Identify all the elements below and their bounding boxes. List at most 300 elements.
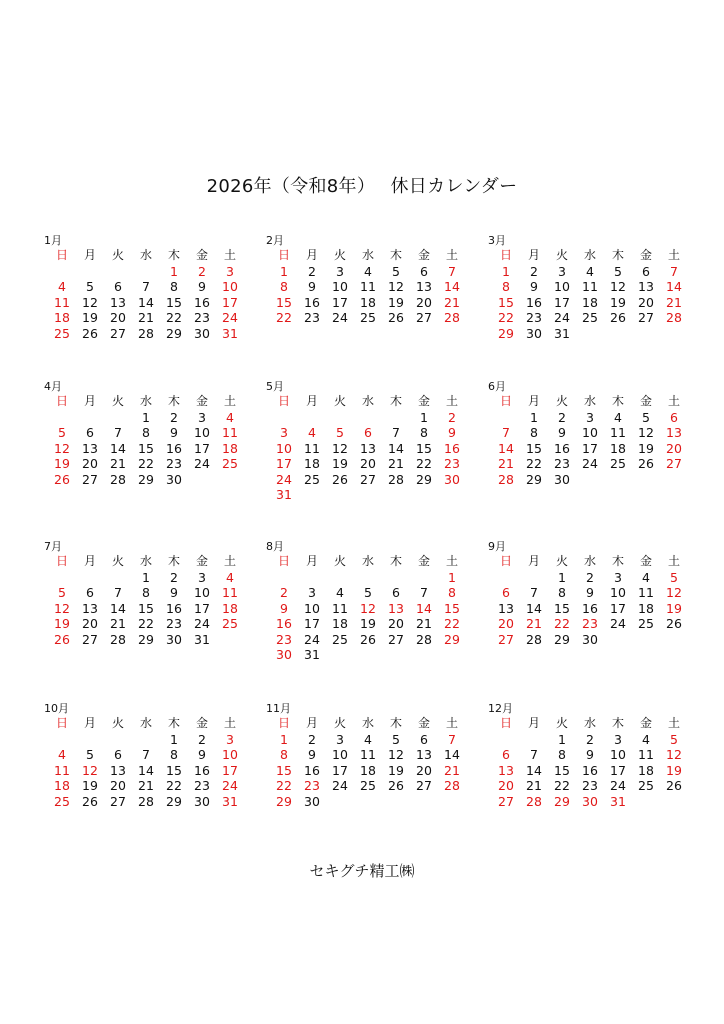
day-cell: 15	[416, 440, 432, 456]
day-cell: 16	[166, 440, 182, 456]
weekday-header: 月	[527, 394, 540, 408]
weekday-header: 土	[445, 716, 458, 730]
empty-cell	[270, 410, 298, 426]
empty-cell	[76, 732, 104, 748]
day-cell: 8	[530, 425, 538, 440]
weekday-header: 月	[83, 716, 96, 730]
weekday-header: 火	[555, 716, 568, 730]
day-cell: 15	[166, 762, 182, 778]
weekday-header: 金	[639, 716, 652, 730]
day-cell: 21	[416, 616, 432, 631]
weekday-header: 月	[527, 554, 540, 568]
empty-cell	[132, 264, 160, 280]
weekday-header: 土	[445, 394, 458, 408]
day-cell: 7	[142, 279, 150, 294]
day-cell: 31	[276, 487, 292, 502]
day-cell: 25	[360, 778, 376, 793]
day-cell: 6	[502, 585, 510, 600]
day-cell: 5	[642, 409, 650, 425]
day-cell: 7	[448, 731, 456, 747]
weekday-header: 水	[361, 248, 374, 262]
day-cell: 9	[280, 600, 288, 616]
day-cell: 21	[138, 778, 154, 793]
day-cell: 23	[554, 456, 570, 471]
day-cell: 18	[638, 762, 654, 778]
day-cell: 13	[416, 279, 432, 294]
month-label: 4月	[44, 380, 62, 393]
weekday-header: 日	[499, 554, 512, 568]
day-cell: 10	[582, 425, 598, 440]
weekday-header: 金	[417, 248, 430, 262]
empty-cell	[382, 410, 410, 426]
day-cell: 22	[526, 456, 542, 471]
day-cell: 12	[388, 279, 404, 294]
day-cell: 2	[198, 263, 206, 279]
page-title: 2026年（令和8年） 休日カレンダー	[206, 176, 518, 197]
day-cell: 29	[526, 471, 542, 487]
day-cell: 28	[444, 778, 460, 793]
day-cell: 14	[416, 600, 432, 616]
weekday-header: 土	[223, 554, 236, 568]
day-cell: 2	[448, 409, 456, 425]
day-cell: 19	[54, 456, 70, 471]
day-cell: 1	[420, 409, 428, 425]
day-cell: 29	[554, 631, 570, 647]
day-cell: 29	[416, 471, 432, 487]
day-cell: 20	[416, 762, 432, 778]
weekday-header: 木	[389, 554, 402, 568]
day-cell: 2	[170, 569, 178, 585]
day-cell: 28	[444, 310, 460, 325]
day-cell: 14	[526, 762, 542, 778]
weekday-header: 火	[333, 248, 346, 262]
empty-cell	[48, 732, 76, 748]
day-cell: 25	[54, 793, 70, 809]
month-grid	[270, 248, 466, 326]
day-cell: 12	[360, 600, 376, 616]
weekday-header: 水	[583, 248, 596, 262]
day-cell: 23	[582, 616, 598, 631]
day-cell: 12	[388, 747, 404, 762]
day-cell: 21	[498, 456, 514, 471]
day-cell: 20	[110, 778, 126, 793]
day-cell: 24	[222, 310, 238, 325]
weekday-header: 水	[583, 716, 596, 730]
day-cell: 3	[226, 731, 234, 747]
day-cell: 22	[444, 616, 460, 631]
weekday-header: 月	[305, 554, 318, 568]
day-cell: 16	[276, 616, 292, 631]
day-cell: 10	[194, 425, 210, 440]
day-cell: 16	[526, 294, 542, 310]
weekday-header: 火	[111, 248, 124, 262]
empty-cell	[520, 732, 548, 748]
weekday-header: 日	[277, 394, 290, 408]
day-cell: 31	[610, 793, 626, 809]
day-cell: 9	[198, 747, 206, 762]
weekday-header: 火	[333, 716, 346, 730]
day-cell: 1	[170, 263, 178, 279]
day-cell: 28	[498, 471, 514, 487]
day-cell: 30	[526, 325, 542, 341]
weekday-header: 水	[361, 716, 374, 730]
day-cell: 26	[388, 778, 404, 793]
weekday-header: 月	[305, 716, 318, 730]
day-cell: 26	[638, 456, 654, 471]
day-cell: 9	[308, 747, 316, 762]
day-cell: 4	[226, 409, 234, 425]
empty-cell	[48, 410, 76, 426]
day-cell: 23	[166, 616, 182, 631]
day-cell: 29	[166, 325, 182, 341]
day-cell: 22	[276, 310, 292, 325]
day-cell: 6	[642, 263, 650, 279]
day-cell: 15	[526, 440, 542, 456]
weekday-header: 土	[445, 248, 458, 262]
day-cell: 4	[58, 747, 66, 762]
day-cell: 12	[82, 294, 98, 310]
day-cell: 25	[638, 616, 654, 631]
weekday-header: 火	[555, 394, 568, 408]
day-cell: 9	[170, 585, 178, 600]
day-cell: 21	[444, 294, 460, 310]
day-cell: 1	[448, 569, 456, 585]
day-cell: 28	[526, 793, 542, 809]
day-cell: 13	[498, 762, 514, 778]
weekday-header: 水	[361, 554, 374, 568]
day-cell: 4	[614, 409, 622, 425]
day-cell: 24	[276, 471, 292, 487]
day-cell: 17	[332, 294, 348, 310]
empty-cell	[270, 570, 298, 586]
day-cell: 26	[82, 793, 98, 809]
day-cell: 20	[82, 456, 98, 471]
weekday-header: 土	[223, 248, 236, 262]
day-cell: 11	[360, 747, 376, 762]
day-cell: 10	[222, 747, 238, 762]
day-cell: 30	[582, 631, 598, 647]
day-cell: 21	[110, 616, 126, 631]
day-cell: 24	[332, 310, 348, 325]
day-cell: 27	[638, 310, 654, 325]
day-cell: 31	[194, 631, 210, 647]
empty-cell	[492, 570, 520, 586]
weekday-header: 木	[167, 394, 180, 408]
day-cell: 2	[586, 731, 594, 747]
month-grid	[492, 554, 688, 647]
day-cell: 17	[610, 600, 626, 616]
weekday-header: 木	[389, 394, 402, 408]
day-cell: 12	[638, 425, 654, 440]
weekday-header: 日	[499, 248, 512, 262]
day-cell: 28	[110, 471, 126, 487]
day-cell: 28	[110, 631, 126, 647]
day-cell: 4	[364, 263, 372, 279]
day-cell: 8	[558, 747, 566, 762]
month-block	[488, 702, 688, 809]
month-grid	[270, 716, 466, 809]
day-cell: 26	[388, 310, 404, 325]
empty-cell	[76, 410, 104, 426]
day-cell: 24	[304, 631, 320, 647]
empty-cell	[492, 410, 520, 426]
day-cell: 1	[170, 731, 178, 747]
weekday-header: 日	[277, 554, 290, 568]
empty-cell	[492, 732, 520, 748]
empty-cell	[298, 570, 326, 586]
day-cell: 14	[138, 762, 154, 778]
day-cell: 4	[642, 569, 650, 585]
day-cell: 1	[142, 569, 150, 585]
day-cell: 18	[360, 294, 376, 310]
weekday-header: 金	[417, 716, 430, 730]
weekday-header: 水	[583, 394, 596, 408]
day-cell: 28	[666, 310, 682, 325]
day-cell: 17	[554, 294, 570, 310]
day-cell: 27	[110, 793, 126, 809]
day-cell: 7	[530, 747, 538, 762]
day-cell: 12	[54, 440, 70, 456]
day-cell: 24	[222, 778, 238, 793]
day-cell: 18	[332, 616, 348, 631]
empty-cell	[520, 570, 548, 586]
day-cell: 11	[332, 600, 348, 616]
day-cell: 24	[194, 456, 210, 471]
day-cell: 26	[360, 631, 376, 647]
day-cell: 27	[82, 471, 98, 487]
day-cell: 6	[364, 425, 372, 440]
weekday-header: 火	[111, 554, 124, 568]
day-cell: 6	[670, 409, 678, 425]
day-cell: 5	[392, 263, 400, 279]
empty-cell	[354, 410, 382, 426]
weekday-header: 木	[389, 248, 402, 262]
day-cell: 16	[554, 440, 570, 456]
day-cell: 24	[554, 310, 570, 325]
day-cell: 30	[194, 793, 210, 809]
day-cell: 13	[360, 440, 376, 456]
day-cell: 3	[308, 585, 316, 600]
day-cell: 29	[276, 793, 292, 809]
day-cell: 13	[82, 600, 98, 616]
day-cell: 25	[222, 456, 238, 471]
day-cell: 8	[558, 585, 566, 600]
month-block	[44, 234, 244, 341]
day-cell: 9	[198, 279, 206, 294]
day-cell: 21	[526, 616, 542, 631]
month-grid	[48, 248, 244, 341]
day-cell: 4	[226, 569, 234, 585]
day-cell: 11	[360, 279, 376, 294]
day-cell: 10	[554, 279, 570, 294]
weekday-header: 木	[389, 716, 402, 730]
day-cell: 21	[666, 294, 682, 310]
month-grid	[270, 554, 466, 663]
weekday-header: 火	[555, 554, 568, 568]
day-cell: 26	[610, 310, 626, 325]
day-cell: 26	[332, 471, 348, 487]
day-cell: 27	[416, 310, 432, 325]
day-cell: 10	[194, 585, 210, 600]
weekday-header: 土	[223, 716, 236, 730]
day-cell: 26	[666, 778, 682, 793]
day-cell: 14	[444, 747, 460, 762]
day-cell: 19	[666, 600, 682, 616]
day-cell: 21	[110, 456, 126, 471]
day-cell: 5	[670, 731, 678, 747]
empty-cell	[132, 732, 160, 748]
day-cell: 14	[388, 440, 404, 456]
day-cell: 31	[304, 647, 320, 662]
month-label: 3月	[488, 234, 506, 247]
day-cell: 5	[670, 569, 678, 585]
day-cell: 10	[276, 440, 292, 456]
day-cell: 17	[304, 616, 320, 631]
empty-cell	[410, 570, 438, 586]
day-cell: 17	[610, 762, 626, 778]
day-cell: 27	[498, 793, 514, 809]
day-cell: 3	[614, 569, 622, 585]
day-cell: 3	[336, 731, 344, 747]
day-cell: 26	[54, 471, 70, 487]
day-cell: 17	[582, 440, 598, 456]
day-cell: 6	[114, 747, 122, 762]
day-cell: 16	[582, 762, 598, 778]
day-cell: 3	[198, 569, 206, 585]
month-block	[266, 540, 466, 663]
weekday-header: 日	[499, 716, 512, 730]
day-cell: 7	[114, 585, 122, 600]
day-cell: 16	[304, 762, 320, 778]
month-label: 11月	[266, 702, 291, 715]
weekday-header: 日	[277, 716, 290, 730]
day-cell: 26	[54, 631, 70, 647]
day-cell: 19	[388, 762, 404, 778]
empty-cell	[76, 264, 104, 280]
day-cell: 11	[222, 425, 238, 440]
day-cell: 12	[666, 747, 682, 762]
day-cell: 11	[54, 762, 70, 778]
weekday-header: 日	[55, 248, 68, 262]
day-cell: 13	[388, 600, 404, 616]
weekday-header: 日	[277, 248, 290, 262]
month-block	[488, 380, 688, 487]
day-cell: 15	[166, 294, 182, 310]
day-cell: 22	[554, 616, 570, 631]
day-cell: 19	[388, 294, 404, 310]
day-cell: 21	[388, 456, 404, 471]
day-cell: 5	[392, 731, 400, 747]
weekday-header: 月	[305, 394, 318, 408]
day-cell: 2	[530, 263, 538, 279]
day-cell: 23	[194, 310, 210, 325]
day-cell: 25	[332, 631, 348, 647]
day-cell: 28	[388, 471, 404, 487]
day-cell: 4	[336, 585, 344, 600]
month-grid	[48, 394, 244, 487]
weekday-header: 日	[499, 394, 512, 408]
day-cell: 8	[448, 585, 456, 600]
day-cell: 23	[194, 778, 210, 793]
day-cell: 16	[166, 600, 182, 616]
day-cell: 28	[138, 325, 154, 341]
month-label: 6月	[488, 380, 506, 393]
day-cell: 18	[54, 310, 70, 325]
day-cell: 30	[194, 325, 210, 341]
day-cell: 9	[170, 425, 178, 440]
day-cell: 18	[360, 762, 376, 778]
month-grid	[492, 248, 688, 341]
weekday-header: 月	[305, 248, 318, 262]
day-cell: 20	[498, 616, 514, 631]
day-cell: 9	[448, 425, 456, 440]
day-cell: 20	[82, 616, 98, 631]
day-cell: 31	[222, 325, 238, 341]
day-cell: 25	[638, 778, 654, 793]
day-cell: 27	[388, 631, 404, 647]
month-label: 1月	[44, 234, 62, 247]
day-cell: 25	[360, 310, 376, 325]
day-cell: 31	[222, 793, 238, 809]
weekday-header: 金	[195, 248, 208, 262]
day-cell: 5	[58, 585, 66, 600]
day-cell: 6	[420, 731, 428, 747]
day-cell: 4	[586, 263, 594, 279]
day-cell: 7	[530, 585, 538, 600]
empty-cell	[104, 264, 132, 280]
empty-cell	[326, 410, 354, 426]
day-cell: 26	[82, 325, 98, 341]
day-cell: 15	[444, 600, 460, 616]
weekday-header: 金	[195, 554, 208, 568]
month-label: 8月	[266, 540, 284, 553]
day-cell: 1	[530, 409, 538, 425]
day-cell: 22	[138, 456, 154, 471]
day-cell: 5	[58, 425, 66, 440]
day-cell: 30	[444, 471, 460, 487]
day-cell: 17	[332, 762, 348, 778]
day-cell: 9	[530, 279, 538, 294]
day-cell: 23	[304, 310, 320, 325]
weekday-header: 木	[611, 394, 624, 408]
day-cell: 15	[554, 600, 570, 616]
day-cell: 15	[276, 762, 292, 778]
day-cell: 7	[420, 585, 428, 600]
day-cell: 2	[198, 731, 206, 747]
day-cell: 1	[558, 731, 566, 747]
day-cell: 13	[110, 294, 126, 310]
day-cell: 6	[86, 585, 94, 600]
day-cell: 19	[82, 778, 98, 793]
day-cell: 1	[280, 263, 288, 279]
day-cell: 9	[308, 279, 316, 294]
month-block	[488, 234, 688, 341]
day-cell: 10	[222, 279, 238, 294]
empty-cell	[326, 570, 354, 586]
day-cell: 20	[666, 440, 682, 456]
day-cell: 8	[280, 279, 288, 294]
day-cell: 7	[142, 747, 150, 762]
month-grid	[270, 394, 466, 503]
weekday-header: 金	[195, 716, 208, 730]
day-cell: 7	[448, 263, 456, 279]
day-cell: 16	[194, 294, 210, 310]
weekday-header: 火	[333, 394, 346, 408]
day-cell: 16	[444, 440, 460, 456]
day-cell: 16	[194, 762, 210, 778]
weekday-header: 火	[555, 248, 568, 262]
day-cell: 19	[666, 762, 682, 778]
